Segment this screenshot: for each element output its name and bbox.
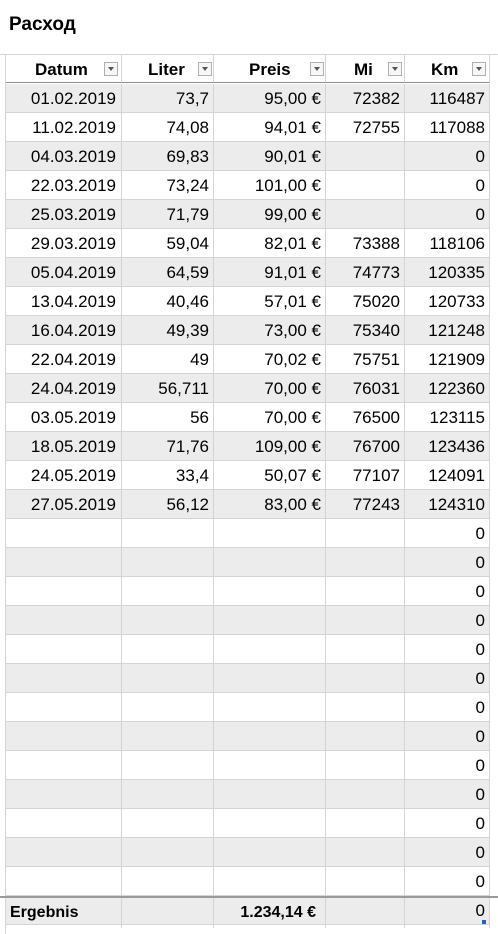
- footer-total[interactable]: 1.234,14 €: [214, 898, 326, 928]
- cell-preis[interactable]: 91,01 €: [214, 258, 326, 287]
- cell-datum[interactable]: 04.03.2019: [6, 142, 122, 171]
- cell-liter[interactable]: 74,08: [122, 113, 214, 142]
- cell-liter[interactable]: 56,12: [122, 490, 214, 519]
- cell-datum[interactable]: [6, 838, 122, 867]
- table-row: [0, 693, 498, 722]
- cell-liter[interactable]: [122, 693, 214, 722]
- cell-preis[interactable]: [214, 838, 326, 867]
- cell-mi[interactable]: [326, 519, 405, 548]
- cell-km[interactable]: 0: [405, 693, 490, 722]
- table-row: [0, 548, 498, 577]
- cell-liter[interactable]: 64,59: [122, 258, 214, 287]
- cell-datum[interactable]: 01.02.2019: [6, 84, 122, 113]
- cell-preis[interactable]: 70,02 €: [214, 345, 326, 374]
- cell-datum[interactable]: [6, 751, 122, 780]
- cell-liter[interactable]: [122, 751, 214, 780]
- table-row: [0, 606, 498, 635]
- table-row: [0, 316, 498, 345]
- cell-km[interactable]: 0: [405, 635, 490, 664]
- cell-mi[interactable]: [326, 548, 405, 577]
- table-row: [0, 751, 498, 780]
- cell-preis[interactable]: 109,00 €: [214, 432, 326, 461]
- table-row: [0, 113, 498, 142]
- cell-mi[interactable]: [326, 635, 405, 664]
- cell-preis[interactable]: [214, 780, 326, 809]
- footer-label[interactable]: Ergebnis: [6, 898, 122, 928]
- cell-liter[interactable]: 71,79: [122, 200, 214, 229]
- cell-mi[interactable]: [326, 809, 405, 838]
- cell-liter[interactable]: 73,24: [122, 171, 214, 200]
- cell-liter[interactable]: 49: [122, 345, 214, 374]
- header-liter[interactable]: [122, 55, 214, 83]
- header-km-label: Km: [431, 60, 459, 79]
- cell-preis[interactable]: [214, 751, 326, 780]
- cell-km[interactable]: 0: [405, 664, 490, 693]
- cell-mi[interactable]: [326, 780, 405, 809]
- filter-dropdown-icon[interactable]: [472, 62, 486, 76]
- cell-liter[interactable]: [122, 519, 214, 548]
- cell-km[interactable]: 121248: [405, 316, 490, 345]
- cell-datum[interactable]: 05.04.2019: [6, 258, 122, 287]
- cell-liter[interactable]: [122, 635, 214, 664]
- cell-mi[interactable]: 76700: [326, 432, 405, 461]
- table-row: [0, 229, 498, 258]
- cell-liter[interactable]: [122, 780, 214, 809]
- table-body: [0, 84, 498, 925]
- cell-liter[interactable]: 49,39: [122, 316, 214, 345]
- table-row: [0, 809, 498, 838]
- cell-datum[interactable]: 25.03.2019: [6, 200, 122, 229]
- cell-datum[interactable]: [6, 867, 122, 896]
- cell-liter[interactable]: [122, 838, 214, 867]
- cell-datum[interactable]: [6, 519, 122, 548]
- cell-km[interactable]: 0: [405, 809, 490, 838]
- cell-datum[interactable]: [6, 577, 122, 606]
- cell-mi[interactable]: 77243: [326, 490, 405, 519]
- cell-mi[interactable]: 76031: [326, 374, 405, 403]
- cell-preis[interactable]: [214, 606, 326, 635]
- cell-datum[interactable]: 11.02.2019: [6, 113, 122, 142]
- table-row: [0, 432, 498, 461]
- table-row: [0, 345, 498, 374]
- cell-preis[interactable]: 50,07 €: [214, 461, 326, 490]
- cell-datum[interactable]: 24.05.2019: [6, 461, 122, 490]
- cell-liter[interactable]: 59,04: [122, 229, 214, 258]
- footer-empty-cell[interactable]: [405, 898, 490, 928]
- header-mi-label: Mi: [354, 60, 373, 79]
- table-row: [0, 200, 498, 229]
- cell-km[interactable]: 122360: [405, 374, 490, 403]
- cell-preis[interactable]: [214, 867, 326, 896]
- cell-km[interactable]: 117088: [405, 113, 490, 142]
- cell-km[interactable]: 0: [405, 548, 490, 577]
- cell-preis[interactable]: [214, 635, 326, 664]
- cell-datum[interactable]: 29.03.2019: [6, 229, 122, 258]
- cell-mi[interactable]: [326, 838, 405, 867]
- cell-mi[interactable]: 73388: [326, 229, 405, 258]
- header-liter-label: Liter: [148, 60, 185, 79]
- cell-liter[interactable]: [122, 577, 214, 606]
- filter-dropdown-icon[interactable]: [388, 62, 402, 76]
- cell-preis[interactable]: 73,00 €: [214, 316, 326, 345]
- cell-liter[interactable]: 40,46: [122, 287, 214, 316]
- header-datum-label: Datum: [35, 60, 88, 79]
- cell-mi[interactable]: 75340: [326, 316, 405, 345]
- table-row: [0, 577, 498, 606]
- cell-datum[interactable]: 13.04.2019: [6, 287, 122, 316]
- filter-dropdown-icon[interactable]: [310, 62, 324, 76]
- table-row: [0, 258, 498, 287]
- cell-mi[interactable]: 77107: [326, 461, 405, 490]
- cell-preis[interactable]: [214, 693, 326, 722]
- cell-km[interactable]: 0: [405, 780, 490, 809]
- cell-datum[interactable]: [6, 635, 122, 664]
- cell-km[interactable]: 0: [405, 171, 490, 200]
- cell-liter[interactable]: [122, 606, 214, 635]
- cell-liter[interactable]: [122, 809, 214, 838]
- cell-preis[interactable]: 70,00 €: [214, 374, 326, 403]
- cell-mi[interactable]: 76500: [326, 403, 405, 432]
- header-preis[interactable]: [214, 55, 326, 83]
- cell-liter[interactable]: 56: [122, 403, 214, 432]
- cell-preis[interactable]: 82,01 €: [214, 229, 326, 258]
- table-row: [0, 635, 498, 664]
- cell-km[interactable]: 124091: [405, 461, 490, 490]
- cell-liter[interactable]: 71,76: [122, 432, 214, 461]
- cell-preis[interactable]: 101,00 €: [214, 171, 326, 200]
- cell-datum[interactable]: 22.03.2019: [6, 171, 122, 200]
- table-footer: [0, 896, 498, 928]
- cell-km[interactable]: 0: [405, 838, 490, 867]
- cell-mi[interactable]: [326, 142, 405, 171]
- cell-km[interactable]: 0: [405, 519, 490, 548]
- cell-km[interactable]: 0: [405, 867, 490, 896]
- cell-mi[interactable]: [326, 606, 405, 635]
- cell-mi[interactable]: [326, 867, 405, 896]
- table-row: [0, 838, 498, 867]
- cell-preis[interactable]: 83,00 €: [214, 490, 326, 519]
- cell-liter[interactable]: [122, 722, 214, 751]
- cell-mi[interactable]: [326, 171, 405, 200]
- table-header: [0, 55, 498, 84]
- table-row: [0, 84, 498, 113]
- table-row: [0, 171, 498, 200]
- cell-preis[interactable]: 99,00 €: [214, 200, 326, 229]
- cell-mi[interactable]: [326, 200, 405, 229]
- cell-liter[interactable]: [122, 867, 214, 896]
- cell-preis[interactable]: [214, 722, 326, 751]
- cell-km[interactable]: 0: [405, 142, 490, 171]
- cell-km[interactable]: 0: [405, 722, 490, 751]
- cell-datum[interactable]: [6, 780, 122, 809]
- cell-preis[interactable]: [214, 577, 326, 606]
- cell-km[interactable]: 0: [405, 606, 490, 635]
- cell-km[interactable]: 121909: [405, 345, 490, 374]
- table-row: [0, 142, 498, 171]
- cell-datum[interactable]: [6, 722, 122, 751]
- footer-empty-cell[interactable]: [326, 898, 405, 928]
- cell-liter[interactable]: 33,4: [122, 461, 214, 490]
- cell-datum[interactable]: [6, 809, 122, 838]
- header-preis-label: Preis: [249, 60, 291, 79]
- cell-datum[interactable]: 18.05.2019: [6, 432, 122, 461]
- cell-km[interactable]: 0: [405, 577, 490, 606]
- cell-km[interactable]: 120335: [405, 258, 490, 287]
- table-row: [0, 490, 498, 519]
- cell-preis[interactable]: 90,01 €: [214, 142, 326, 171]
- cell-mi[interactable]: [326, 751, 405, 780]
- cell-km[interactable]: 118106: [405, 229, 490, 258]
- cell-mi[interactable]: 74773: [326, 258, 405, 287]
- cell-mi[interactable]: [326, 693, 405, 722]
- cell-km[interactable]: 123115: [405, 403, 490, 432]
- cell-datum[interactable]: 03.05.2019: [6, 403, 122, 432]
- sheet-title[interactable]: Расход: [9, 14, 76, 35]
- table-row: [0, 780, 498, 809]
- cell-km[interactable]: 0: [405, 200, 490, 229]
- cell-datum[interactable]: 22.04.2019: [6, 345, 122, 374]
- table-resize-handle[interactable]: [482, 920, 486, 924]
- footer-empty-cell[interactable]: [122, 898, 214, 928]
- cell-liter[interactable]: [122, 664, 214, 693]
- cell-mi[interactable]: 75751: [326, 345, 405, 374]
- cell-preis[interactable]: [214, 809, 326, 838]
- header-datum[interactable]: [6, 55, 122, 83]
- cell-datum[interactable]: 24.04.2019: [6, 374, 122, 403]
- title-row: [0, 0, 498, 55]
- cell-datum[interactable]: [6, 693, 122, 722]
- cell-preis[interactable]: 95,00 €: [214, 84, 326, 113]
- cell-mi[interactable]: [326, 664, 405, 693]
- cell-datum[interactable]: 27.05.2019: [6, 490, 122, 519]
- cell-preis[interactable]: [214, 548, 326, 577]
- header-km[interactable]: [405, 55, 490, 83]
- cell-preis[interactable]: 57,01 €: [214, 287, 326, 316]
- cell-mi[interactable]: 75020: [326, 287, 405, 316]
- cell-preis[interactable]: 94,01 €: [214, 113, 326, 142]
- cell-preis[interactable]: [214, 664, 326, 693]
- cell-liter[interactable]: [122, 548, 214, 577]
- table-row: [0, 867, 498, 896]
- table-row: [0, 403, 498, 432]
- cell-km[interactable]: 123436: [405, 432, 490, 461]
- cell-liter[interactable]: 56,711: [122, 374, 214, 403]
- cell-km[interactable]: 124310: [405, 490, 490, 519]
- cell-km[interactable]: 116487: [405, 84, 490, 113]
- cell-liter[interactable]: 73,7: [122, 84, 214, 113]
- cell-mi[interactable]: 72755: [326, 113, 405, 142]
- cell-preis[interactable]: 70,00 €: [214, 403, 326, 432]
- cell-mi[interactable]: [326, 577, 405, 606]
- cell-datum[interactable]: [6, 548, 122, 577]
- cell-datum[interactable]: [6, 664, 122, 693]
- table-row: [0, 374, 498, 403]
- cell-liter[interactable]: 69,83: [122, 142, 214, 171]
- header-mi[interactable]: [326, 55, 405, 83]
- cell-km[interactable]: 0: [405, 751, 490, 780]
- table-row: [0, 519, 498, 548]
- cell-km[interactable]: 120733: [405, 287, 490, 316]
- table-row: [0, 722, 498, 751]
- table-row: [0, 287, 498, 316]
- cell-mi[interactable]: [326, 722, 405, 751]
- cell-datum[interactable]: [6, 606, 122, 635]
- filter-dropdown-icon[interactable]: [198, 62, 212, 76]
- cell-preis[interactable]: [214, 519, 326, 548]
- filter-dropdown-icon[interactable]: [104, 62, 118, 76]
- table-row: [0, 461, 498, 490]
- cell-km[interactable]: 0: [405, 896, 490, 925]
- cell-datum[interactable]: 16.04.2019: [6, 316, 122, 345]
- table-row: [0, 664, 498, 693]
- cell-mi[interactable]: 72382: [326, 84, 405, 113]
